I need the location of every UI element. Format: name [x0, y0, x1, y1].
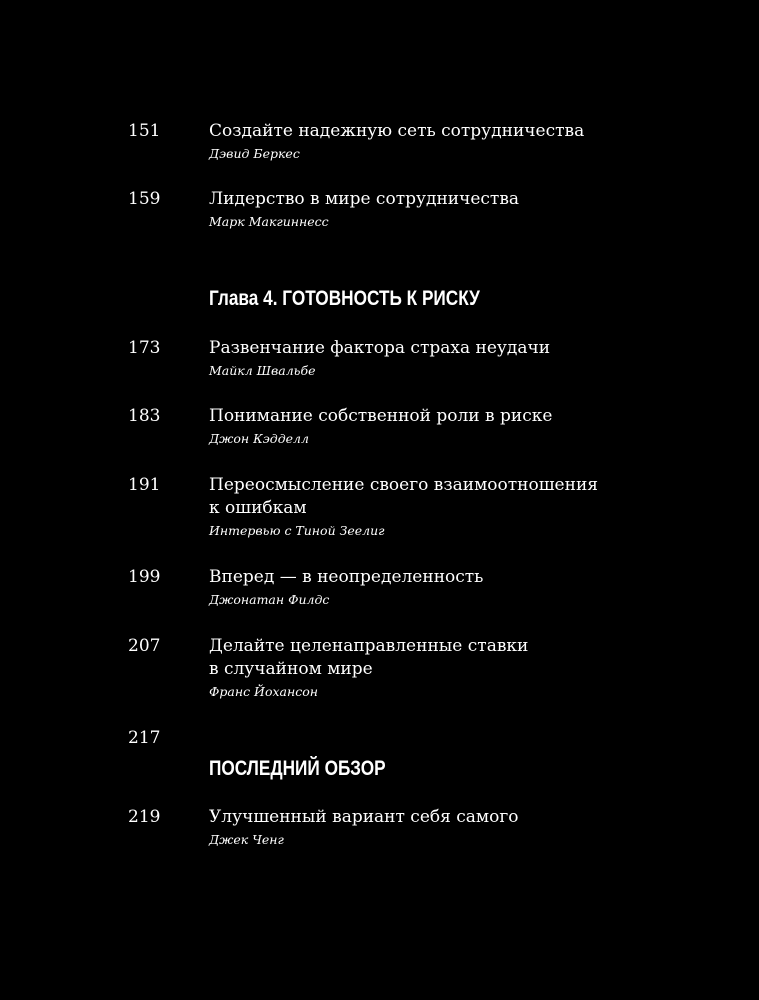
entry-title: Вперед — в неопределенность	[209, 567, 484, 587]
entry-author: Интервью с Тиной Зеелиг	[209, 523, 385, 538]
entry-title: Развенчание фактора страха неудачи	[209, 338, 551, 358]
entry-title: Переосмысление своего взаимоотношения к ошибкам	[209, 475, 598, 518]
entry-author: Джек Ченг	[209, 832, 284, 847]
page-number: 159	[128, 189, 161, 209]
entry-author: Майкл Швальбе	[209, 363, 316, 378]
entry-author: Марк Макгиннесс	[209, 214, 329, 229]
page-number: 199	[128, 567, 161, 587]
entry-title: Понимание собственной роли в риске	[209, 406, 553, 426]
section-heading: ПОСЛЕДНИЙ ОБЗОР	[209, 757, 386, 780]
entry-title: Делайте целенаправленные ставки в случайном мире	[209, 636, 529, 679]
entry-author: Джонатан Филдс	[209, 592, 330, 607]
entry-author: Джон Кэдделл	[209, 431, 309, 446]
page-number: 183	[128, 406, 161, 426]
page-number: 207	[128, 636, 161, 656]
entry-author: Дэвид Беркес	[209, 146, 300, 161]
page-number: 191	[128, 475, 161, 495]
page-number: 173	[128, 338, 161, 358]
entry-author: Франс Йохансон	[209, 684, 318, 699]
chapter-heading: Глава 4. ГОТОВНОСТЬ К РИСКУ	[209, 287, 480, 310]
page-number: 217	[128, 728, 161, 748]
page-number: 151	[128, 121, 161, 141]
page-number: 219	[128, 807, 161, 827]
entry-title: Улучшенный вариант себя самого	[209, 807, 519, 827]
entry-title: Создайте надежную сеть сотрудничества	[209, 121, 585, 141]
entry-title: Лидерство в мире сотрудничества	[209, 189, 520, 209]
